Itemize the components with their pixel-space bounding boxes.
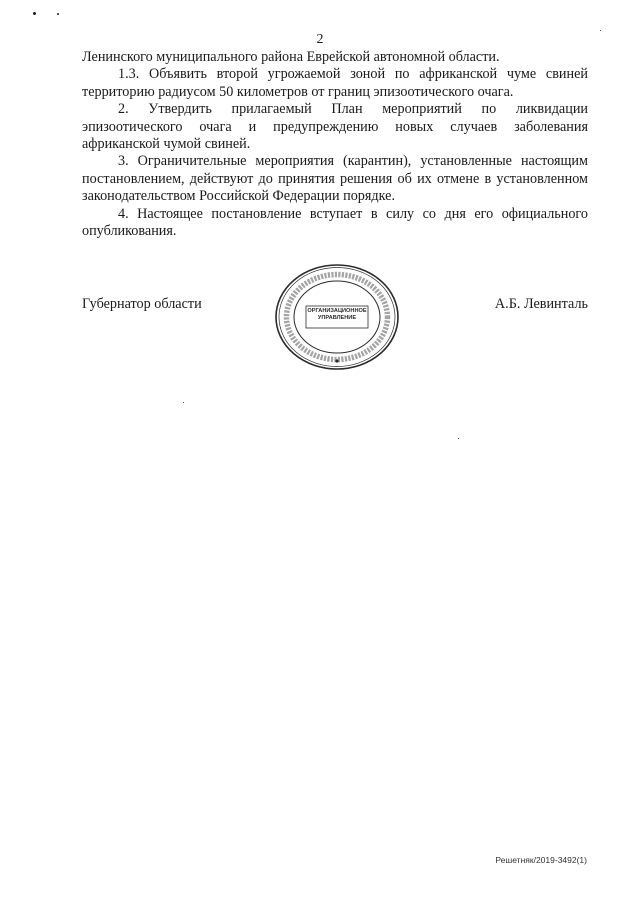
scan-speck <box>600 30 601 31</box>
signer-position: Губернатор области <box>82 296 202 312</box>
scan-speck <box>458 438 459 439</box>
paragraph: Ленинского муниципального района Еврейской автономной области. <box>82 49 500 65</box>
document-code: Решетняк/2019-3492(1) <box>495 855 587 865</box>
document-body <box>82 49 588 240</box>
scan-speck <box>183 402 184 403</box>
scan-speck <box>57 13 59 15</box>
paragraph: 1.3. Объявить второй угрожаемой зоной по африканской чуме свиней территорию радиусом 50 километров от границ эпизоотического очага. <box>82 66 588 100</box>
paragraph: 4. Настоящее постановление вступает в силу со дня его официального опубликования. <box>82 205 588 240</box>
seal-center-text <box>307 308 367 327</box>
page-number: 2 <box>316 32 324 47</box>
seal-center-line: ОРГАНИЗАЦИОННОЕ <box>307 308 367 314</box>
paragraph: 2. Утвердить прилагаемый План мероприятий по ликвидации эпизоотического очага и предупреждению новых случаев заболевания африканской чумой свиней. <box>82 101 588 153</box>
paragraph: 3. Ограничительные мероприятия (карантин), установленные настоящим постановлением, действуют до принятия решения об их отмене в установленном законодательством Российской Федерации порядке. <box>82 153 588 205</box>
scan-speck <box>33 12 36 15</box>
signer-name: А.Б. Левинталь <box>494 296 588 312</box>
official-seal <box>274 262 400 372</box>
seal-center-line: УПРАВЛЕНИЕ <box>317 315 357 321</box>
